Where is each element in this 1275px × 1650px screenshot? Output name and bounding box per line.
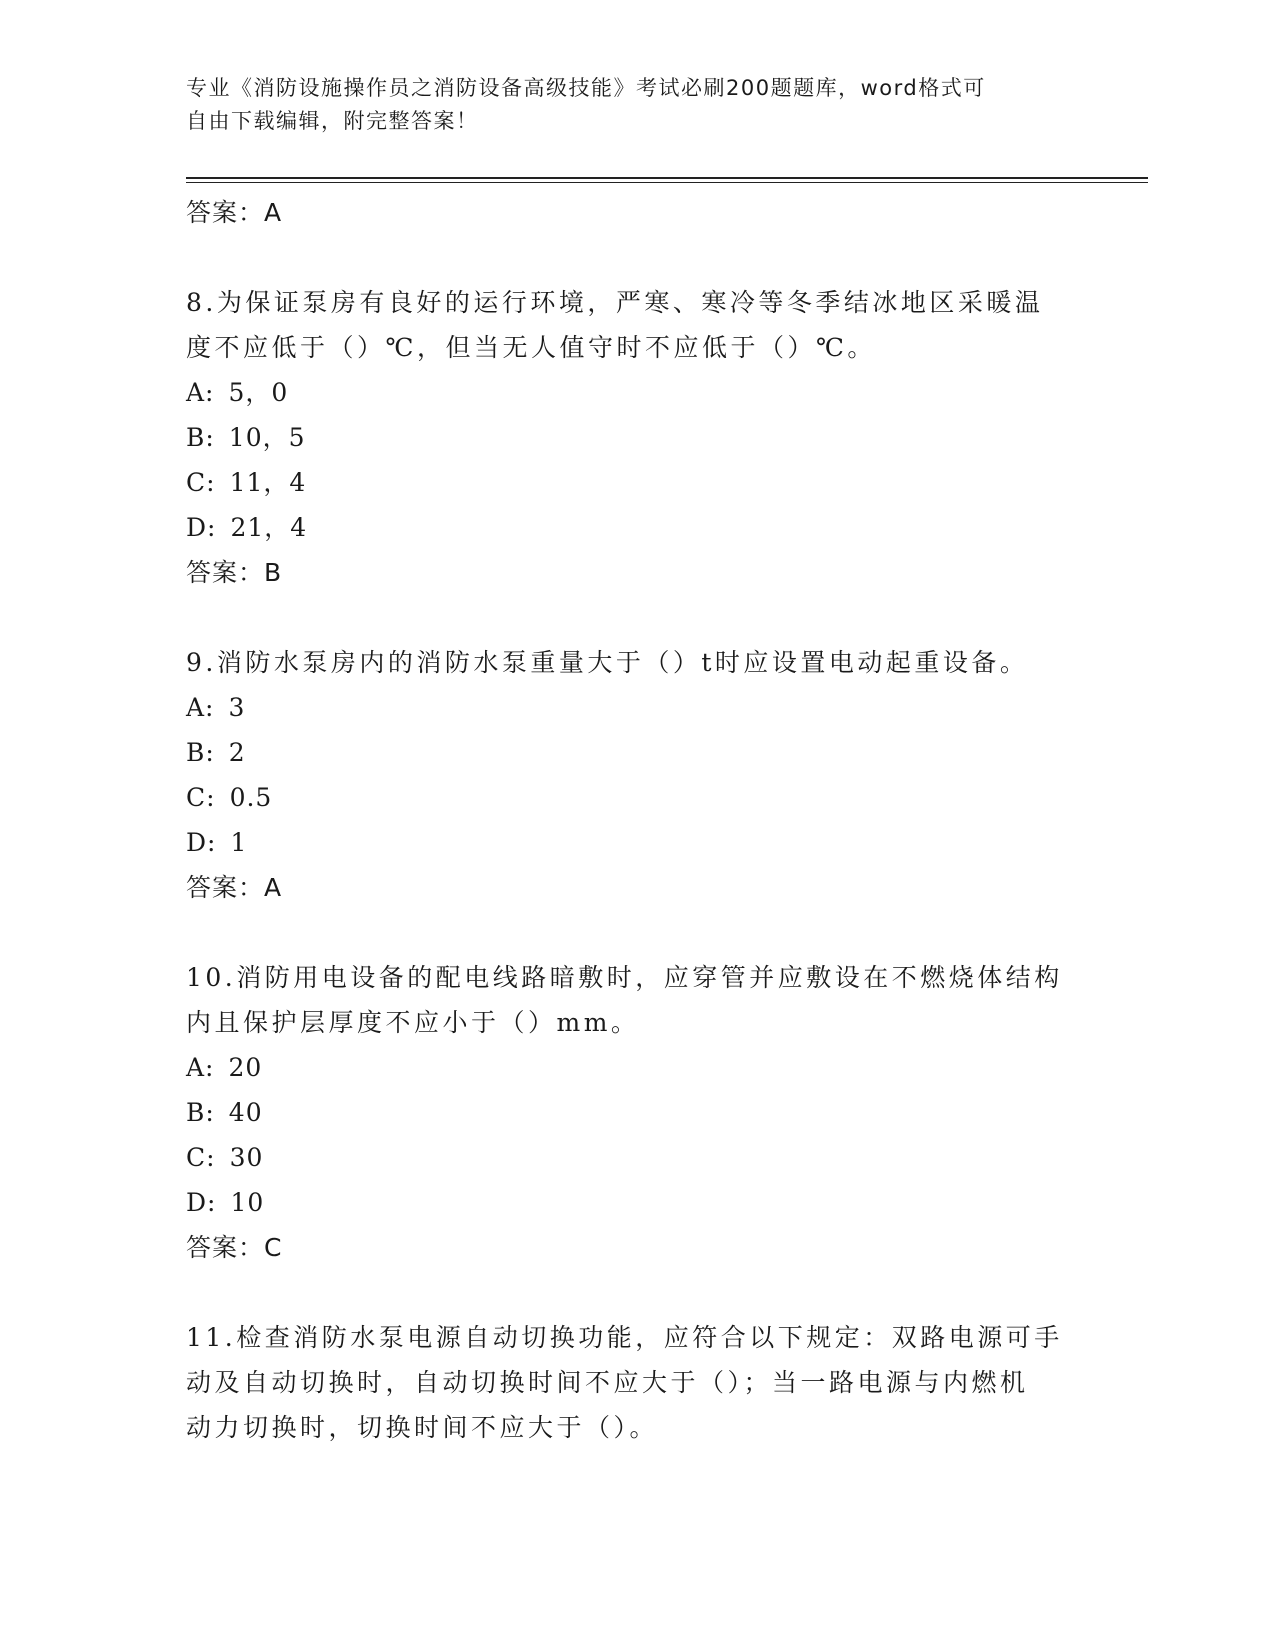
question-8-answer: 答案：B: [186, 558, 283, 587]
question-8-option-a: A: 5，0: [186, 378, 289, 407]
question-8-option-d: D: 21，4: [186, 513, 308, 542]
document-header: [186, 72, 1066, 138]
question-9-option-c: C: 0.5: [186, 783, 273, 812]
header-line-1: 专业《消防设施操作员之消防设备高级技能》考试必刷200题题库，word格式可: [186, 76, 986, 100]
question-9-option-d: D: 1: [186, 828, 248, 857]
question-8: [186, 280, 1086, 595]
question-list: [186, 190, 1086, 1450]
question-8-option-b: B: 10，5: [186, 423, 306, 452]
question-9-option-a: A: 3: [186, 693, 246, 722]
question-10-option-c: C: 30: [186, 1143, 264, 1172]
header-line-2: 自由下载编辑，附完整答案！: [186, 109, 479, 133]
question-9-answer: 答案：A: [186, 873, 283, 902]
header-divider-thin: [186, 182, 1148, 183]
question-10: [186, 955, 1086, 1270]
question-11: [186, 1315, 1086, 1450]
question-10-answer: 答案：C: [186, 1233, 283, 1262]
question-10-option-b: B: 40: [186, 1098, 263, 1127]
answer-previous: 答案：A: [186, 198, 283, 227]
question-9-stem: 9.消防水泵房内的消防水泵重量大于（）t时应设置电动起重设备。: [186, 648, 1029, 677]
header-divider-thick: [186, 177, 1148, 179]
question-10-option-d: D: 10: [186, 1188, 265, 1217]
question-9-option-b: B: 2: [186, 738, 246, 767]
question-8-stem: 8.为保证泵房有良好的运行环境，严寒、寒冷等冬季结冰地区采暖温 度不应低于（）℃，但当无人值守时不应低于（）℃。: [186, 288, 1044, 362]
question-11-stem: 11.检查消防水泵电源自动切换功能，应符合以下规定：双路电源可手 动及自动切换时，自动切换时间不应大于（）；当一路电源与内燃机 动力切换时，切换时间不应大于（）。: [186, 1323, 1063, 1442]
question-10-option-a: A: 20: [186, 1053, 263, 1082]
question-9: [186, 640, 1086, 910]
question-8-option-c: C: 11，4: [186, 468, 307, 497]
question-10-stem: 10.消防用电设备的配电线路暗敷时，应穿管并应敷设在不燃烧体结构 内且保护层厚度不应小于（）mm。: [186, 963, 1063, 1037]
